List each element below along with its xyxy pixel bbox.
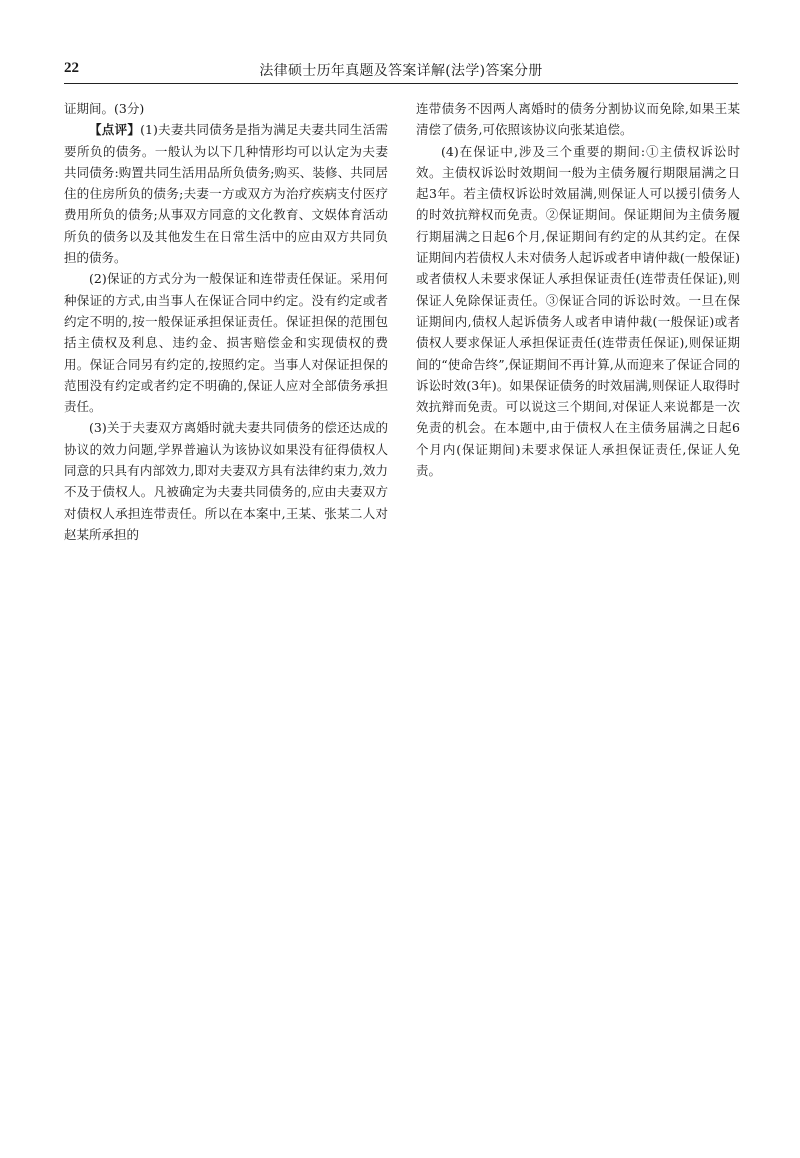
running-title: 法律硕士历年真题及答案详解(法学)答案分册 [259, 63, 543, 79]
paragraph-comment-2: (2)保证的方式分为一般保证和连带责任保证。采用何种保证的方式,由当事人在保证合同中约定。没有约定或者约定不明的,按一般保证承担保证责任。保证担保的范围包括主债权及利息、违约金、损害赔偿金和实现债权的费用。保证合同另有约定的,按照约定。当事人对保证担保的范围没有约定或者约定不明确的,保证人应对全部债务承担责任。 [64, 271, 388, 415]
paragraph-comment-3-continued: 连带债务不因两人离婚时的债务分割协议而免除,如果王某清偿了债务,可依照该协议向张某追偿。 [416, 101, 740, 138]
page-number: 22 [64, 60, 79, 76]
comment-tag: 【点评】 [89, 122, 141, 138]
left-column [64, 98, 388, 545]
right-column [416, 98, 740, 481]
paragraph-continuation: 证期间。(3分) [64, 101, 145, 116]
paragraph-text: (1)夫妻共同债务是指为满足夫妻共同生活需要所负的债务。一般认为以下几种情形均可以认定为夫妻共同债务:购置共同生活用品所负债务;购买、装修、共同居住的住房所负的债务;夫妻一方或双方为治疗疾病支付医疗费用所负的债务;从事双方同意的文化教育、文娱体育活动所负的债务以及其他发生在日常生活中的应由双方共同负担的债务。 [64, 122, 388, 266]
paragraph-comment-4: (4)在保证中,涉及三个重要的期间:①主债权诉讼时效。主债权诉讼时效期间一般为主债务履行期限届满之日起3年。若主债权诉讼时效届满,则保证人可以援引债务人的时效抗辩权而免责。②保证期间。保证期间为主债务履行期届满之日起6个月,保证期间有约定的从其约定。在保证期间内若债权人未对债务人起诉或者申请仲裁(一般保证)或者债权人未要求保证人承担保证责任(连带责任保证),则保证人免除保证责任。③保证合同的诉讼时效。一旦在保证期间内,债权人起诉债务人或者申请仲裁(一般保证)或者债权人要求保证人承担保证责任(连带责任保证),则保证期间的“使命告终”,保证期间不再计算,从而迎来了保证合同的诉讼时效(3年)。如果保证债务的时效届满,则保证人取得时效抗辩而免责。可以说这三个期间,对保证人来说都是一次免责的机会。在本题中,由于债权人在主债务届满之日起6个月内(保证期间)未要求保证人承担保证责任,保证人免责。 [416, 143, 740, 479]
page-header [64, 56, 738, 86]
header-rule [64, 83, 738, 84]
paragraph-comment-1 [64, 119, 388, 268]
paragraph-comment-3: (3)关于夫妻双方离婚时就夫妻共同债务的偿还达成的协议的效力问题,学界普遍认为该协议如果没有征得债权人同意的只具有内部效力,即对夫妻双方具有法律约束力,效力不及于债权人。凡被确定为夫妻共同债务的,应由夫妻双方对债权人承担连带责任。所以在本案中,王某、张某二人对赵某所承担的 [64, 420, 388, 542]
